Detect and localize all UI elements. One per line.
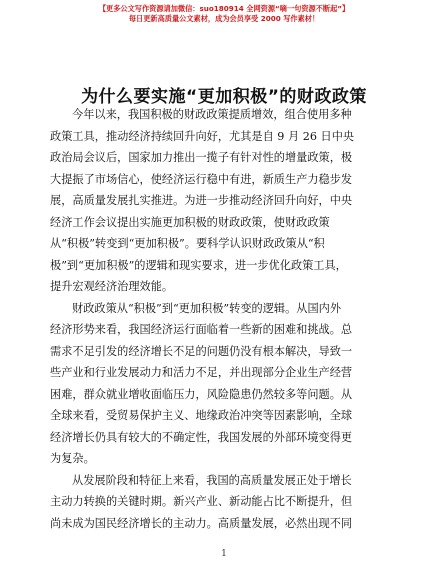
paragraph-1 <box>50 104 400 298</box>
paragraph-line: 些产业和行业发展动力和活力不足，并出现部分企业生产经营 <box>50 366 353 379</box>
paragraph-line: 主动力转换的关键时期。新兴产业、新动能占比不断提升，但 <box>50 495 353 508</box>
promo-banner <box>0 4 448 24</box>
document-title: 为什么要实施“更加积极”的财政政策 <box>81 87 367 107</box>
paragraph-line: 提升宏观经济治理效能。 <box>50 280 174 293</box>
paragraph-line: 为复杂。 <box>50 452 95 465</box>
paragraph-line: 大提振了市场信心，使经济运行稳中有进，新质生产力稳步发 <box>50 172 353 186</box>
promo-banner-line-2: 每日更新高质量公文素材，成为会员享受 2000 写作素材！ <box>128 14 320 23</box>
paragraph-line: 经济增长仍具有较大的不确定性，我国发展的外部环境变得更 <box>50 430 353 444</box>
paragraph-line: 财政政策从“积极”到“更加积极”转变的逻辑。从国内外 <box>72 301 342 315</box>
paragraph-line: 经济工作会议提出实施更加积极的财政政策，使财政政策 <box>50 215 330 229</box>
paragraph-2 <box>50 298 400 470</box>
paragraph-line: 全球来看，受贸易保护主义、地缘政治冲突等因素影响，全球 <box>50 409 353 422</box>
paragraph-line: 展，高质量发展扎实推进。为进一步推动经济回升向好，中央 <box>50 194 353 207</box>
paragraph-line: 政治局会议后，国家加力推出一揽子有针对性的增量政策，极 <box>50 151 353 164</box>
paragraph-line: 政策工具，推动经济持续回升向好，尤其是自 9 月 26 日中央 <box>50 129 355 143</box>
promo-banner-line-1: 【更多公文写作资源请加微信：suo180914 全网资源“嘀一句资源不断起”】 <box>98 4 350 13</box>
document-body <box>50 104 400 534</box>
paragraph-line: 需求不足引发的经济增长不足的问题仍没有根本解决，导致一 <box>50 344 353 358</box>
paragraph-line: 从“积极”转变到“更加积极”。要科学认识财政政策从“积 <box>50 237 325 250</box>
paragraph-line: 极”到“更加积极”的逻辑和现实要求，进一步优化政策工具， <box>50 258 347 272</box>
paragraph-line: 今年以来，我国积极的财政政策提质增效，组合使用多种 <box>72 108 352 121</box>
paragraph-line: 困难，群众就业增收面临压力，风险隐患仍然较多等问题。从 <box>50 387 353 401</box>
paragraph-line: 尚未成为国民经济增长的主动力。高质量发展，必然出现不同 <box>50 516 353 530</box>
paragraph-line: 从发展阶段和特征上来看，我国的高质量发展正处于增长 <box>72 473 352 487</box>
page-number: 1 <box>221 549 227 559</box>
paragraph-line: 经济形势来看，我国经济运行面临着一些新的困难和挑战。总 <box>50 323 353 336</box>
paragraph-3 <box>50 470 400 535</box>
